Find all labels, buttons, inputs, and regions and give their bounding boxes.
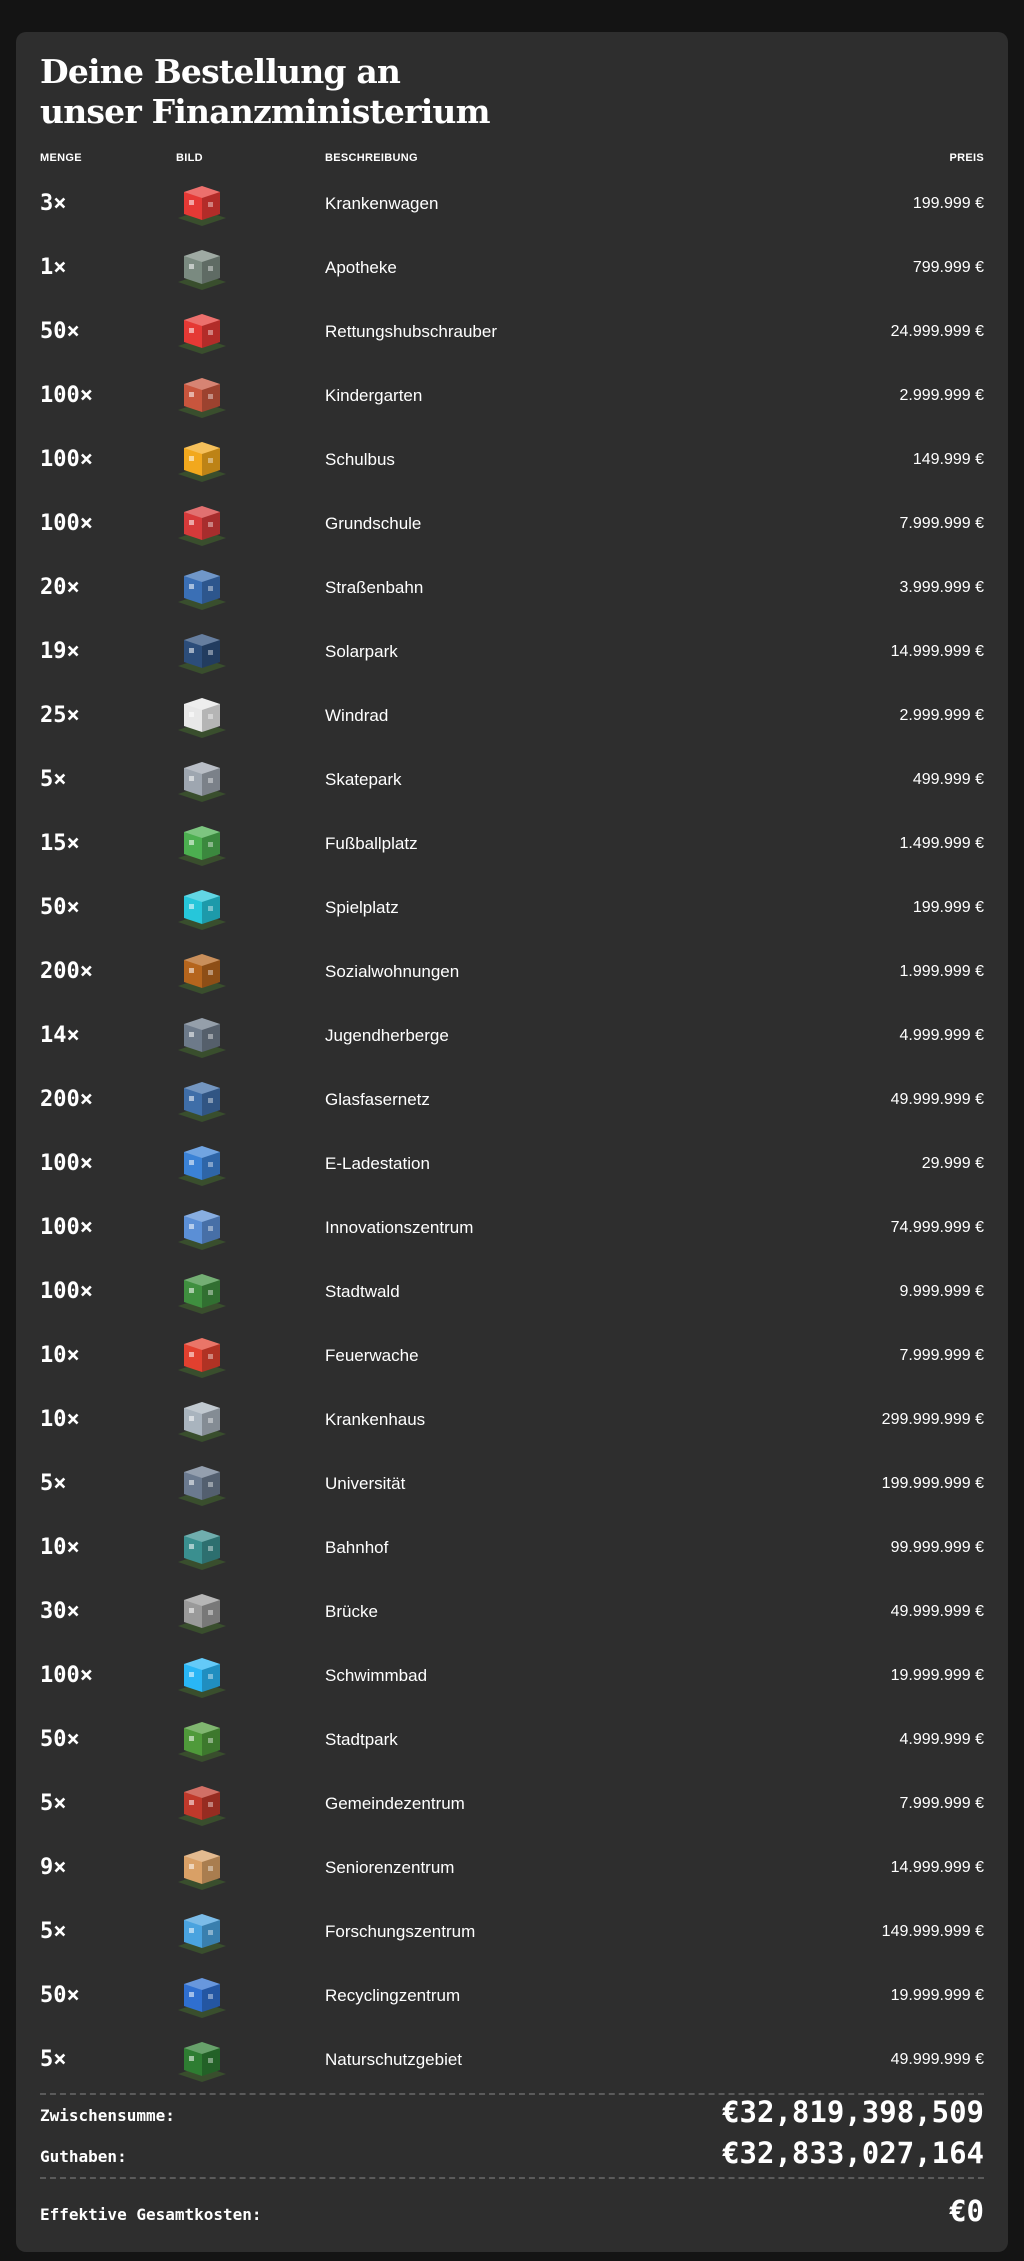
order-item-row: [16, 492, 1008, 556]
item-quantity: 50×: [40, 895, 80, 920]
item-description: Krankenhaus: [325, 1410, 426, 1429]
item-price: 299.999.999 €: [881, 1411, 984, 1428]
item-quantity: 1×: [40, 255, 67, 280]
item-quantity: 100×: [40, 447, 93, 472]
total-divider: [40, 2177, 984, 2179]
item-price: 199.999 €: [912, 899, 984, 916]
subtotal-label: Zwischensumme:: [40, 2106, 175, 2125]
playground-icon: [174, 884, 230, 932]
item-description: Apotheke: [325, 258, 397, 277]
kindergarten-icon: [174, 372, 230, 420]
item-description: Jugendherberge: [325, 1026, 449, 1045]
item-quantity: 20×: [40, 575, 80, 600]
research-center-icon: [174, 1908, 230, 1956]
item-quantity: 50×: [40, 1983, 80, 2008]
item-quantity: 5×: [40, 2047, 67, 2072]
fiber-network-icon: [174, 1076, 230, 1124]
item-description: Recyclingzentrum: [325, 1986, 461, 2005]
item-quantity: 5×: [40, 1919, 67, 1944]
order-item-row: [16, 620, 1008, 684]
item-quantity: 14×: [40, 1023, 80, 1048]
item-quantity: 3×: [40, 191, 67, 216]
column-header-image: BILD: [176, 152, 203, 164]
item-price: 2.999.999 €: [899, 387, 984, 404]
item-price: 49.999.999 €: [890, 1603, 984, 1620]
item-quantity: 15×: [40, 831, 80, 856]
item-quantity: 10×: [40, 1407, 80, 1432]
item-price: 799.999 €: [912, 259, 984, 276]
ev-charger-icon: [174, 1140, 230, 1188]
item-price: 99.999.999 €: [890, 1539, 984, 1556]
page-title: [40, 52, 490, 132]
total-value: €0: [949, 2194, 984, 2228]
order-item-row: [16, 172, 1008, 236]
item-quantity: 5×: [40, 1471, 67, 1496]
item-description: Schulbus: [325, 450, 395, 469]
wind-turbine-icon: [174, 692, 230, 740]
train-station-icon: [174, 1524, 230, 1572]
item-price: 49.999.999 €: [890, 1091, 984, 1108]
order-item-row: [16, 876, 1008, 940]
item-quantity: 100×: [40, 1215, 93, 1240]
order-item-row: [16, 940, 1008, 1004]
order-item-row: [16, 236, 1008, 300]
university-icon: [174, 1460, 230, 1508]
item-description: Stadtwald: [325, 1282, 400, 1301]
item-quantity: 9×: [40, 1855, 67, 1880]
pharmacy-icon: [174, 244, 230, 292]
item-quantity: 10×: [40, 1343, 80, 1368]
item-description: Universität: [325, 1474, 406, 1493]
item-price: 7.999.999 €: [899, 1347, 984, 1364]
order-item-row: [16, 1452, 1008, 1516]
item-price: 199.999 €: [912, 195, 984, 212]
item-quantity: 30×: [40, 1599, 80, 1624]
item-description: Rettungshubschrauber: [325, 322, 498, 341]
item-description: Spielplatz: [325, 898, 399, 917]
item-quantity: 10×: [40, 1535, 80, 1560]
recycling-center-icon: [174, 1972, 230, 2020]
city-forest-icon: [174, 1268, 230, 1316]
skatepark-icon: [174, 756, 230, 804]
item-description: Grundschule: [325, 514, 422, 533]
item-description: Naturschutzgebiet: [325, 2050, 463, 2069]
item-description: Fußballplatz: [325, 834, 418, 853]
item-price: 19.999.999 €: [890, 1667, 984, 1684]
item-description: E-Ladestation: [325, 1154, 430, 1173]
order-item-row: [16, 1324, 1008, 1388]
order-item-row: [16, 1580, 1008, 1644]
item-description: Glasfasernetz: [325, 1090, 430, 1109]
item-description: Forschungszentrum: [325, 1922, 476, 1941]
primary-school-icon: [174, 500, 230, 548]
item-price: 29.999 €: [921, 1155, 984, 1172]
city-park-icon: [174, 1716, 230, 1764]
item-quantity: 50×: [40, 319, 80, 344]
item-quantity: 100×: [40, 1279, 93, 1304]
item-quantity: 100×: [40, 383, 93, 408]
column-header-description: BESCHREIBUNG: [325, 152, 418, 164]
item-quantity: 100×: [40, 1663, 93, 1688]
item-quantity: 100×: [40, 511, 93, 536]
item-description: Krankenwagen: [325, 194, 439, 213]
order-item-row: [16, 748, 1008, 812]
item-price: 7.999.999 €: [899, 1795, 984, 1812]
item-description: Schwimmbad: [325, 1666, 428, 1685]
swimming-pool-icon: [174, 1652, 230, 1700]
item-price: 4.999.999 €: [899, 1731, 984, 1748]
item-price: 4.999.999 €: [899, 1027, 984, 1044]
item-price: 499.999 €: [912, 771, 984, 788]
order-item-row: [16, 1772, 1008, 1836]
item-price: 149.999.999 €: [881, 1923, 984, 1940]
order-item-row: [16, 428, 1008, 492]
innovation-center-icon: [174, 1204, 230, 1252]
item-description: Stadtpark: [325, 1730, 398, 1749]
item-price: 3.999.999 €: [899, 579, 984, 596]
item-quantity: 200×: [40, 959, 93, 984]
tram-icon: [174, 564, 230, 612]
school-bus-icon: [174, 436, 230, 484]
item-price: 24.999.999 €: [890, 323, 984, 340]
order-item-row: [16, 364, 1008, 428]
item-description: Feuerwache: [325, 1346, 419, 1365]
item-price: 9.999.999 €: [899, 1283, 984, 1300]
youth-hostel-icon: [174, 1012, 230, 1060]
item-quantity: 100×: [40, 1151, 93, 1176]
item-description: Skatepark: [325, 770, 402, 789]
order-card: [16, 32, 1008, 2252]
subtotal-value: €32,819,398,509: [722, 2095, 984, 2129]
column-header-price: PREIS: [949, 152, 984, 164]
football-field-icon: [174, 820, 230, 868]
item-quantity: 5×: [40, 767, 67, 792]
item-price: 74.999.999 €: [890, 1219, 984, 1236]
order-item-row: [16, 1260, 1008, 1324]
item-price: 19.999.999 €: [890, 1987, 984, 2004]
credit-label: Guthaben:: [40, 2147, 127, 2166]
order-items-list: [16, 172, 1008, 2092]
order-item-row: [16, 1644, 1008, 1708]
item-description: Windrad: [325, 706, 389, 725]
item-description: Seniorenzentrum: [325, 1858, 455, 1877]
item-price: 1.499.999 €: [899, 835, 984, 852]
order-item-row: [16, 1964, 1008, 2028]
helicopter-icon: [174, 308, 230, 356]
hospital-icon: [174, 1396, 230, 1444]
item-quantity: 5×: [40, 1791, 67, 1816]
order-item-row: [16, 2028, 1008, 2092]
credit-value: €32,833,027,164: [722, 2136, 984, 2170]
item-price: 149.999 €: [912, 451, 984, 468]
title-line-1: Deine Bestellung an: [40, 52, 401, 91]
social-housing-icon: [174, 948, 230, 996]
order-item-row: [16, 300, 1008, 364]
item-price: 14.999.999 €: [890, 1859, 984, 1876]
item-quantity: 200×: [40, 1087, 93, 1112]
fire-station-icon: [174, 1332, 230, 1380]
total-label: Effektive Gesamtkosten:: [40, 2205, 262, 2224]
solar-park-icon: [174, 628, 230, 676]
item-description: Innovationszentrum: [325, 1218, 474, 1237]
item-description: Sozialwohnungen: [325, 962, 460, 981]
community-center-icon: [174, 1780, 230, 1828]
item-description: Gemeindezentrum: [325, 1794, 465, 1813]
item-description: Bahnhof: [325, 1538, 389, 1557]
title-line-2: unser Finanzministerium: [40, 92, 490, 131]
item-price: 199.999.999 €: [881, 1475, 984, 1492]
item-description: Kindergarten: [325, 386, 423, 405]
item-description: Brücke: [325, 1602, 378, 1621]
item-quantity: 50×: [40, 1727, 80, 1752]
order-item-row: [16, 812, 1008, 876]
item-price: 7.999.999 €: [899, 515, 984, 532]
item-price: 1.999.999 €: [899, 963, 984, 980]
item-quantity: 19×: [40, 639, 80, 664]
item-price: 49.999.999 €: [890, 2051, 984, 2068]
column-header-qty: MENGE: [40, 152, 82, 164]
order-item-row: [16, 556, 1008, 620]
nature-reserve-icon: [174, 2036, 230, 2084]
order-item-row: [16, 1132, 1008, 1196]
bridge-icon: [174, 1588, 230, 1636]
item-price: 2.999.999 €: [899, 707, 984, 724]
item-quantity: 25×: [40, 703, 80, 728]
item-description: Solarpark: [325, 642, 398, 661]
order-item-row: [16, 1836, 1008, 1900]
item-description: Straßenbahn: [325, 578, 424, 597]
order-item-row: [16, 1516, 1008, 1580]
order-item-row: [16, 1068, 1008, 1132]
order-item-row: [16, 1900, 1008, 1964]
senior-center-icon: [174, 1844, 230, 1892]
order-item-row: [16, 1004, 1008, 1068]
ambulance-icon: [174, 180, 230, 228]
item-price: 14.999.999 €: [890, 643, 984, 660]
order-item-row: [16, 1196, 1008, 1260]
order-item-row: [16, 1388, 1008, 1452]
order-item-row: [16, 684, 1008, 748]
order-item-row: [16, 1708, 1008, 1772]
